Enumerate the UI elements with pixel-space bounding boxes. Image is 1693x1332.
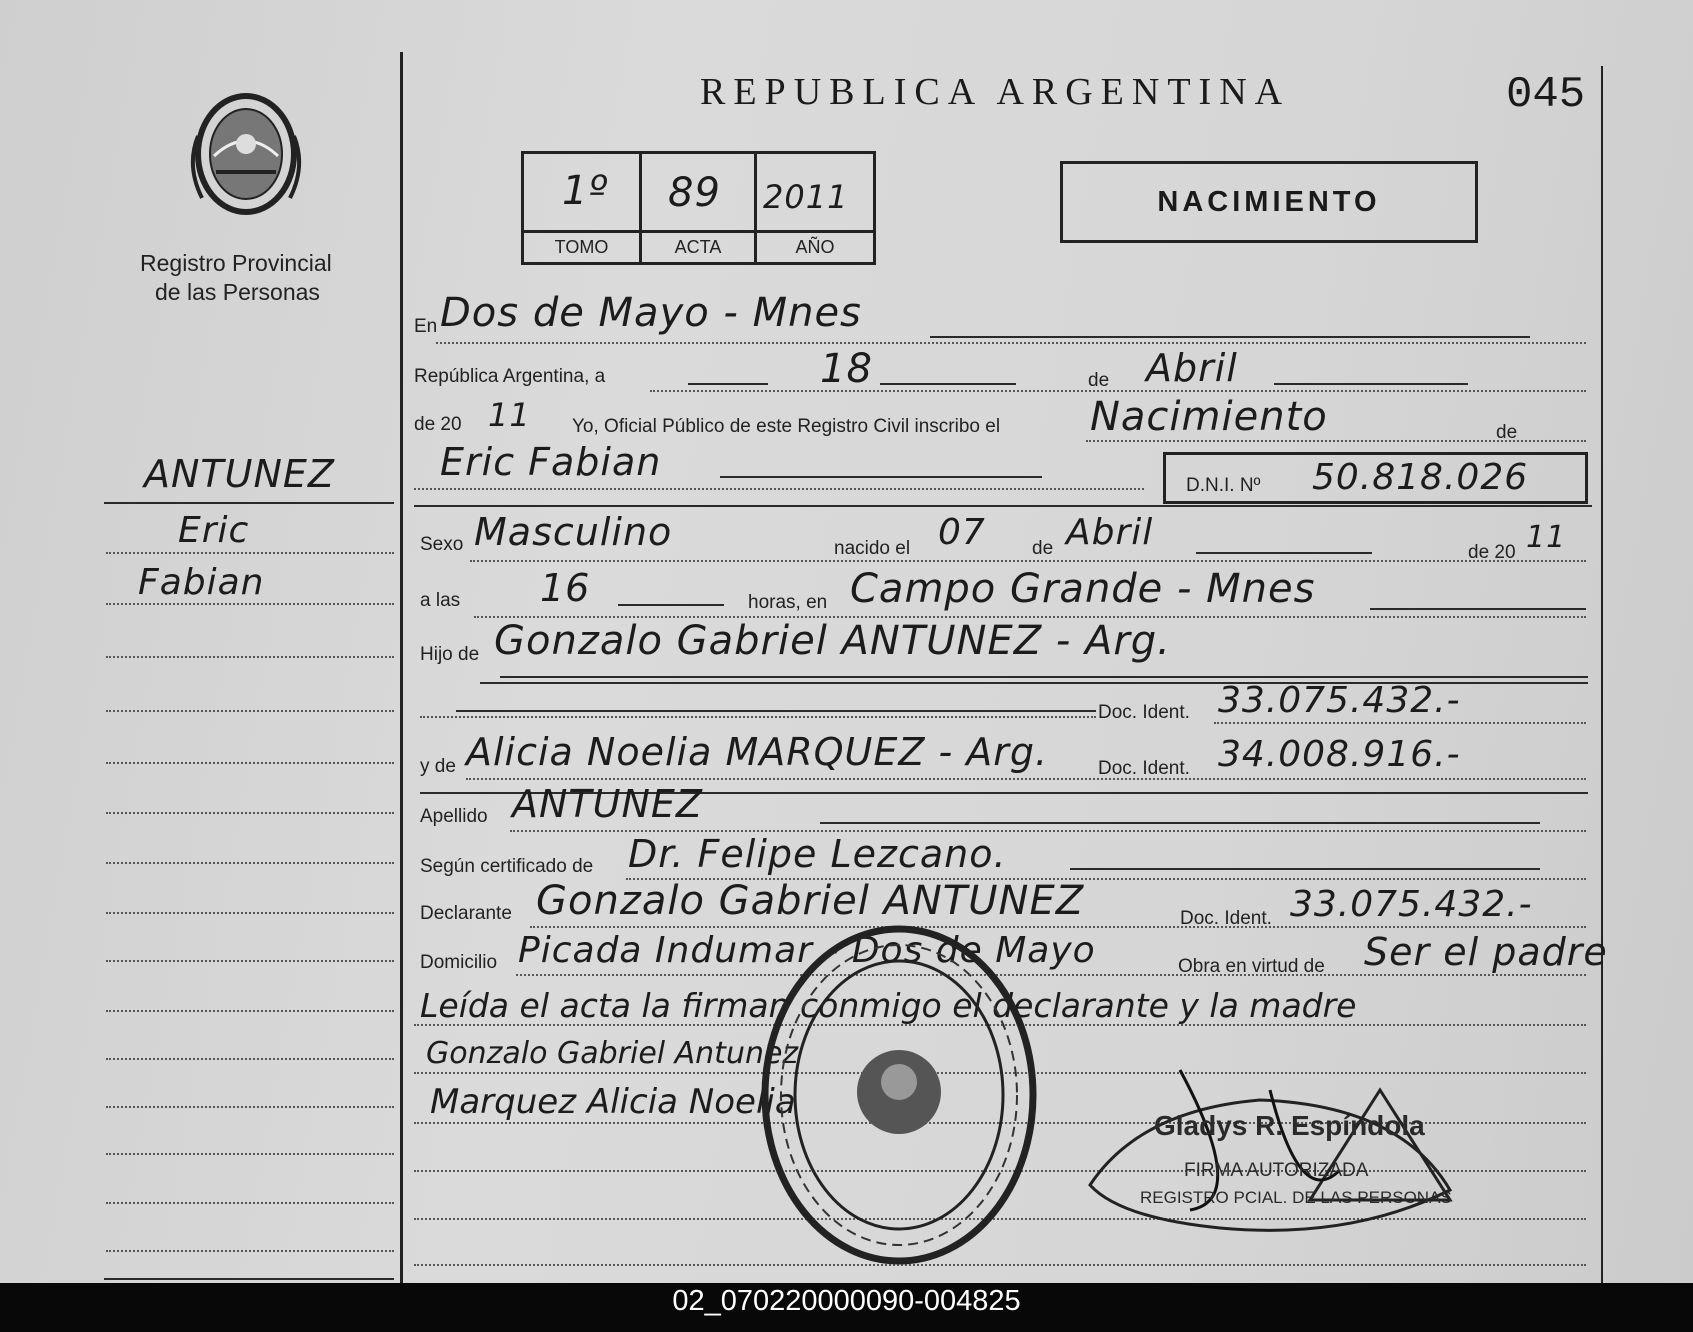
label-apellido: Apellido [420, 806, 488, 827]
sidebar-surname: ANTUNEZ [144, 452, 335, 496]
sidebar-line [106, 960, 394, 962]
field-hour: 16 [540, 566, 591, 610]
label-de20: de 20 [1468, 542, 1516, 563]
label-alas: a las [420, 590, 461, 611]
field-doctor: Dr. Felipe Lezcano. [628, 832, 1007, 876]
field-father-doc: 33.075.432.- [1218, 680, 1461, 721]
field-dni: 50.818.026 [1312, 457, 1529, 498]
field-obra: Ser el padre [1364, 930, 1608, 974]
label-obra: Obra en virtud de [1178, 956, 1325, 977]
label-doc-1: Doc. Ident. [1098, 702, 1190, 723]
field-mother: Alicia Noelia MARQUEZ - Arg. [466, 730, 1049, 774]
rule [1274, 383, 1468, 385]
sidebar-line [106, 912, 394, 914]
rule [930, 336, 1530, 338]
anio-label: AÑO [757, 230, 873, 258]
file-id-footer: 02_070220000090-004825 [0, 1283, 1693, 1332]
provincial-crest-icon [180, 86, 312, 226]
rule [456, 710, 1096, 712]
rule [466, 778, 1586, 780]
label-de-2: de [1496, 422, 1518, 443]
label-de-3: de [1032, 538, 1054, 559]
page-number: 045 [1506, 70, 1586, 120]
label-doc-3: Doc. Ident. [1180, 908, 1272, 929]
sidebar-line [106, 762, 394, 764]
signature-father: Gonzalo Gabriel Antunez [426, 1036, 799, 1071]
sidebar-line [106, 1058, 394, 1060]
rule [650, 390, 1586, 392]
rule [1086, 440, 1586, 442]
rule [1070, 868, 1540, 870]
label-doc-2: Doc. Ident. [1098, 758, 1190, 779]
rule [1214, 722, 1586, 724]
rule [470, 560, 1586, 562]
sidebar-line [106, 862, 394, 864]
sidebar-rule [104, 502, 394, 504]
field-birth-day: 07 [938, 512, 986, 553]
rule [820, 822, 1540, 824]
rule [720, 476, 1042, 478]
field-day: 18 [820, 346, 873, 392]
rule [516, 974, 1586, 976]
label-hijo: Hijo de [420, 644, 480, 665]
rule [618, 604, 724, 606]
stamp-official-org: REGISTRO PCIAL. DE LAS PERSONAS [1140, 1188, 1452, 1207]
record-number-box [521, 151, 876, 265]
label-declarante: Declarante [420, 903, 512, 924]
registry-seal-icon [754, 922, 1044, 1268]
field-birth-place: Campo Grande - Mnes [850, 566, 1316, 612]
label-oficial: Yo, Oficial Público de este Registro Civil inscribo el [572, 416, 1001, 437]
record-type-box [1060, 161, 1478, 243]
label-en: En [414, 316, 438, 337]
label-sexo: Sexo [420, 534, 464, 555]
label-segun: Según certificado de [420, 856, 594, 877]
sidebar-line [106, 552, 394, 554]
field-birth-month: Abril [1066, 512, 1154, 553]
rule [880, 383, 1016, 385]
signature-mother: Marquez Alicia Noelia [430, 1082, 796, 1122]
label-republica: República Argentina, a [414, 366, 606, 387]
label-yde: y de [420, 756, 456, 777]
rule [688, 383, 768, 385]
tomo-label: TOMO [524, 230, 639, 258]
rule [414, 488, 1144, 490]
label-nacido: nacido el [834, 538, 911, 559]
label-dni: D.N.I. Nº [1186, 475, 1261, 496]
field-note-line: Leída el acta la firman conmigo el declarante y la madre [420, 986, 1357, 1025]
field-sexo: Masculino [474, 510, 673, 554]
official-stamp-icon [1080, 1050, 1460, 1240]
field-month: Abril [1146, 346, 1238, 390]
sidebar-line [106, 1250, 394, 1252]
org-name-line2: de las Personas [155, 279, 320, 305]
dni-box [1163, 452, 1588, 504]
field-mother-doc: 34.008.916.- [1218, 734, 1461, 775]
field-place: Dos de Mayo - Mnes [440, 290, 862, 336]
field-declarante: Gonzalo Gabriel ANTUNEZ [536, 878, 1085, 924]
tomo-cell [524, 154, 642, 262]
stamp-official-name: Gladys R. Espíndola [1154, 1110, 1425, 1141]
sidebar-bottom-rule [104, 1278, 394, 1280]
rule [414, 505, 1592, 507]
rule [530, 926, 1586, 928]
sidebar-line [106, 1010, 394, 1012]
label-de: de [1088, 370, 1110, 391]
field-year-suffix: 11 [488, 396, 531, 434]
sidebar-given-name-2: Fabian [138, 562, 265, 603]
sidebar-line [106, 1106, 394, 1108]
field-declarante-doc: 33.075.432.- [1290, 884, 1533, 925]
label-domicilio: Domicilio [420, 952, 498, 973]
sidebar-line [106, 812, 394, 814]
rule [1196, 552, 1372, 554]
sidebar-given-name-1: Eric [178, 510, 250, 551]
right-edge-line [1601, 66, 1603, 1283]
anio-cell [757, 154, 873, 262]
acta-cell [642, 154, 757, 262]
acta-label: ACTA [642, 230, 754, 258]
sidebar-line [106, 1153, 394, 1155]
label-year-prefix: de 20 [414, 414, 462, 435]
margin-divider [400, 52, 403, 1283]
rule [436, 342, 1586, 344]
sidebar-line [106, 1202, 394, 1204]
sidebar-line [106, 656, 394, 658]
field-apellido: ANTUNEZ [512, 782, 703, 826]
field-father: Gonzalo Gabriel ANTUNEZ - Arg. [494, 618, 1171, 664]
field-birth-year-suffix: 11 [1526, 520, 1567, 555]
sidebar-line [106, 603, 394, 605]
sidebar-line [106, 710, 394, 712]
country-heading: REPUBLICA ARGENTINA [700, 71, 1291, 113]
label-horas: horas, en [748, 592, 828, 613]
rule [1370, 608, 1586, 610]
field-act-type: Nacimiento [1090, 394, 1328, 440]
org-name-line1: Registro Provincial [140, 250, 332, 276]
stamp-official-title: FIRMA AUTORIZADA [1184, 1160, 1369, 1181]
record-type-label: NACIMIENTO [1157, 186, 1381, 218]
tomo-value: 1º [562, 168, 609, 214]
rule [500, 676, 1588, 678]
acta-value: 89 [668, 170, 721, 216]
rule [420, 716, 1096, 718]
field-child-name: Eric Fabian [440, 440, 662, 484]
anio-value: 2011 [763, 178, 849, 216]
field-domicilio: Picada Indumar - Dos de Mayo [518, 930, 1096, 971]
